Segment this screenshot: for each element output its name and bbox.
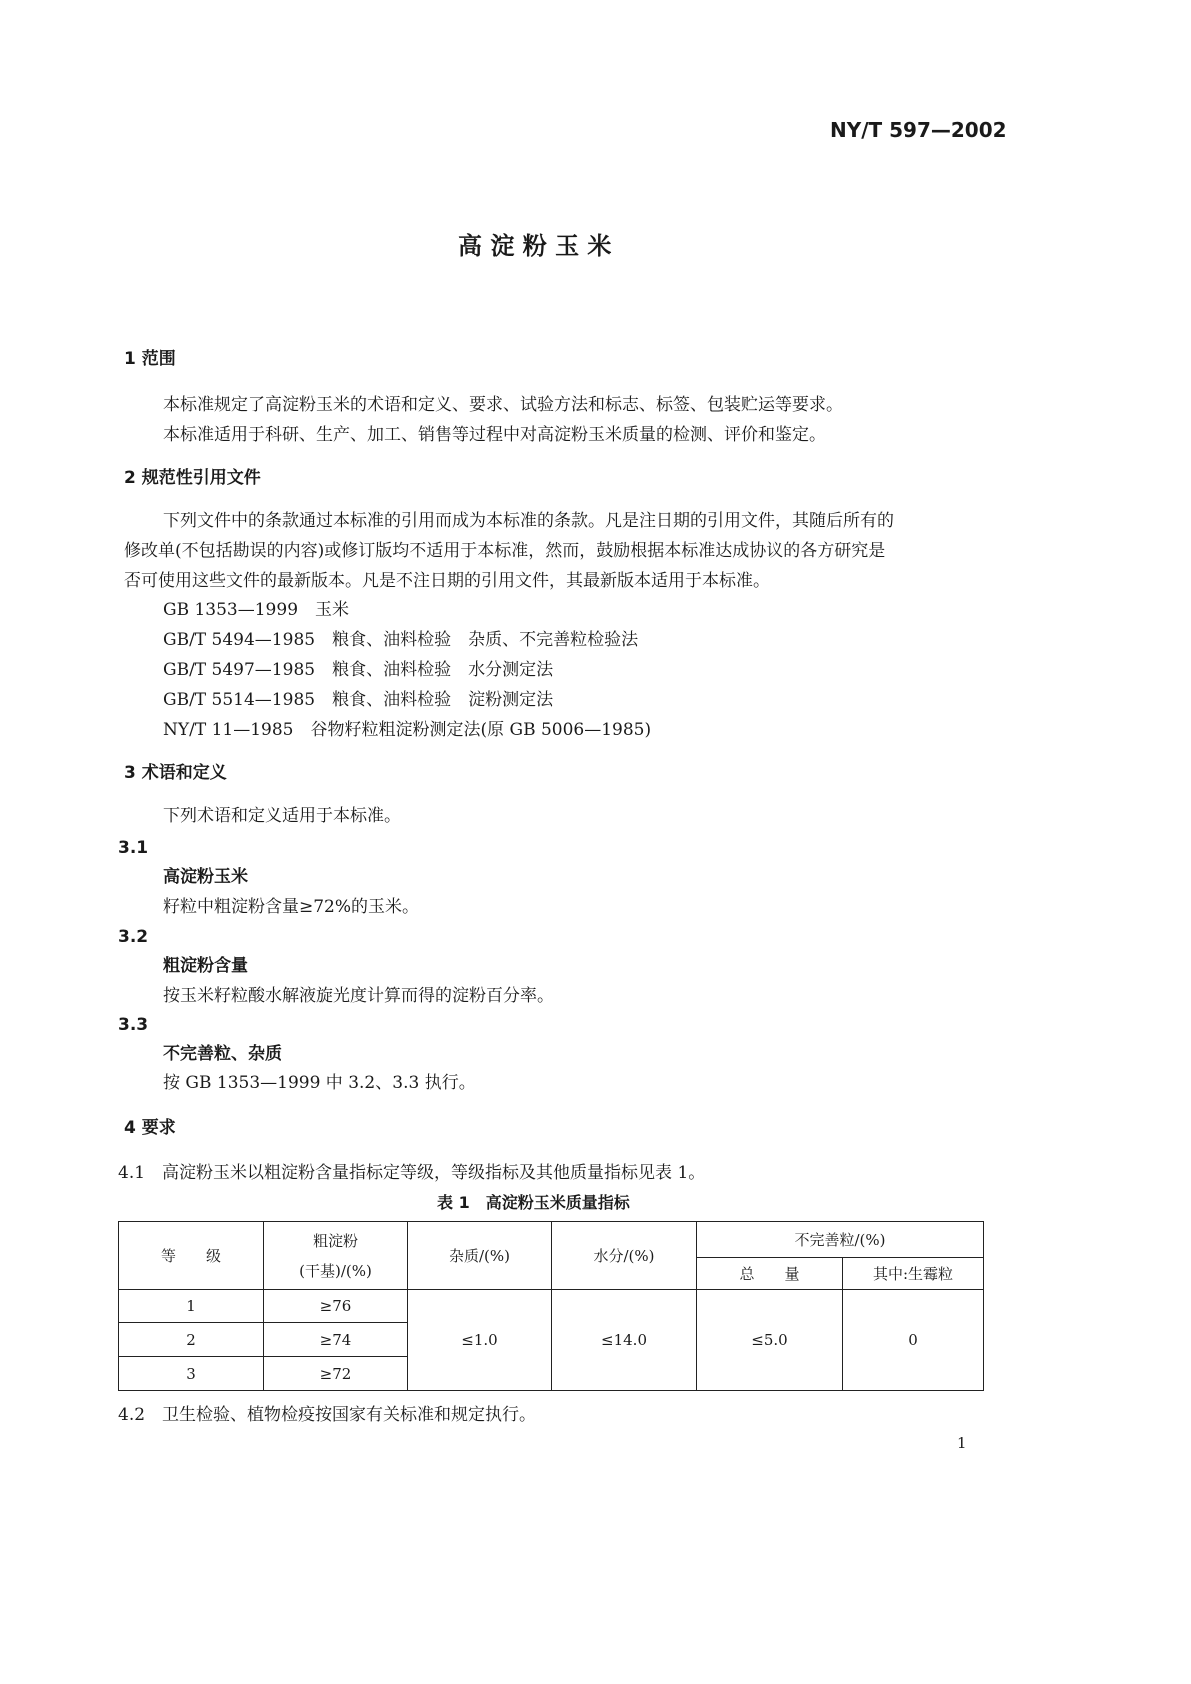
header-starch	[264, 1222, 408, 1290]
standard-code: NY/T 597—2002	[830, 118, 1007, 142]
impurity-cell: ≤1.0	[408, 1290, 552, 1391]
grade-cell: 3	[119, 1357, 264, 1391]
total-cell: ≤5.0	[697, 1290, 843, 1391]
term: 不完善粒、杂质	[163, 1044, 282, 1064]
paragraph: 下列术语和定义适用于本标准。	[163, 806, 401, 826]
header-moisture: 水分/(%)	[552, 1222, 697, 1290]
reference: GB 1353—1999 玉米	[163, 600, 350, 620]
clause-number: 3.2	[118, 927, 149, 947]
paragraph: 本标准规定了高淀粉玉米的术语和定义、要求、试验方法和标志、标签、包装贮运等要求。	[163, 395, 843, 415]
header-starch-line2: (干基)/(%)	[299, 1261, 372, 1280]
definition: 籽粒中粗淀粉含量≥72%的玉米。	[163, 897, 420, 917]
grade-cell: 2	[119, 1323, 264, 1357]
header-grade: 等 级	[119, 1222, 264, 1290]
paragraph: 4.2 卫生检验、植物检疫按国家有关标准和规定执行。	[118, 1405, 537, 1425]
clause-number: 3.3	[118, 1015, 149, 1035]
page-number: 1	[957, 1434, 967, 1452]
paragraph: 下列文件中的条款通过本标准的引用而成为本标准的条款。凡是注日期的引用文件，其随后所有的	[163, 511, 894, 531]
reference: NY/T 11—1985 谷物籽粒粗淀粉测定法(原 GB 5006—1985)	[163, 720, 652, 740]
paragraph: 否可使用这些文件的最新版本。凡是不注日期的引用文件，其最新版本适用于本标准。	[124, 571, 770, 591]
reference: GB/T 5494—1985 粮食、油料检验 杂质、不完善粒检验法	[163, 630, 639, 650]
paragraph: 4.1 高淀粉玉米以粗淀粉含量指标定等级，等级指标及其他质量指标见表 1。	[118, 1163, 706, 1183]
document-title: 高 淀 粉 玉 米	[458, 232, 612, 260]
term: 高淀粉玉米	[163, 867, 248, 887]
section-heading: 1 范围	[124, 349, 176, 369]
grade-cell: 1	[119, 1290, 264, 1323]
reference: GB/T 5514—1985 粮食、油料检验 淀粉测定法	[163, 690, 554, 710]
starch-cell: ≥76	[264, 1290, 408, 1323]
table-title: 表 1 高淀粉玉米质量指标	[437, 1193, 630, 1212]
header-mold: 其中:生霉粒	[843, 1258, 984, 1290]
starch-cell: ≥72	[264, 1357, 408, 1391]
definition: 按 GB 1353—1999 中 3.2、3.3 执行。	[163, 1073, 476, 1093]
header-impurity: 杂质/(%)	[408, 1222, 552, 1290]
header-total: 总 量	[697, 1258, 843, 1290]
clause-number: 3.1	[118, 838, 149, 858]
quality-table	[118, 1221, 984, 1391]
paragraph: 本标准适用于科研、生产、加工、销售等过程中对高淀粉玉米质量的检测、评价和鉴定。	[163, 425, 826, 445]
paragraph: 修改单(不包括勘误的内容)或修订版均不适用于本标准，然而，鼓励根据本标准达成协议的各方研究是	[124, 541, 886, 561]
section-heading: 2 规范性引用文件	[124, 468, 261, 488]
section-heading: 4 要求	[124, 1118, 176, 1138]
moisture-cell: ≤14.0	[552, 1290, 697, 1391]
table-row	[119, 1290, 984, 1323]
header-imperfect: 不完善粒/(%)	[697, 1222, 984, 1258]
header-starch-line1: 粗淀粉	[312, 1231, 358, 1250]
reference: GB/T 5497—1985 粮食、油料检验 水分测定法	[163, 660, 554, 680]
section-heading: 3 术语和定义	[124, 763, 227, 783]
term: 粗淀粉含量	[163, 956, 248, 976]
mold-cell: 0	[843, 1290, 984, 1391]
definition: 按玉米籽粒酸水解液旋光度计算而得的淀粉百分率。	[163, 986, 554, 1006]
starch-cell: ≥74	[264, 1323, 408, 1357]
